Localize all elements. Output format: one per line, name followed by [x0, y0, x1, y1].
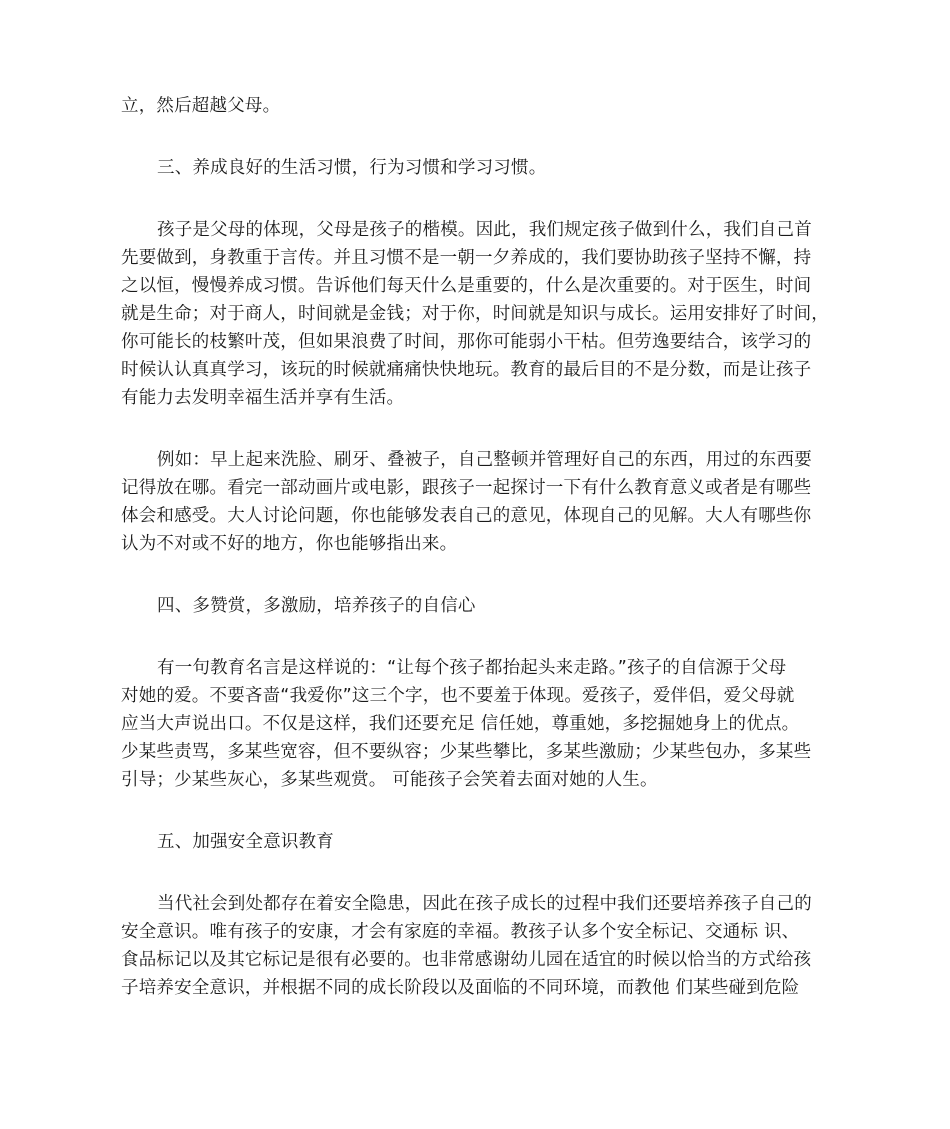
section-heading-three	[121, 154, 833, 182]
text-line: 有一句教育名言是这样说的：“让每个孩子都抬起头来走路。”孩子的自信源于父母	[157, 658, 787, 678]
text-line: 子培养安全意识，并根据不同的成长阶段以及面临的不同环境，而教他 们某些碰到危险	[121, 978, 800, 998]
text-line: 认为不对或不好的地方，你也能够指出来。	[121, 534, 458, 554]
text-line: 例如：早上起来洗脸、刷牙、叠被子，自己整顿并管理好自己的东西，用过的东西要	[157, 450, 812, 470]
text-line: 当代社会到处都存在着安全隐患，因此在孩子成长的过程中我们还要培养孩子自己的	[157, 894, 812, 914]
section-heading-four	[121, 592, 833, 620]
text-line: 引导；少某些灰心，多某些观赏。 可能孩子会笑着去面对她的人生。	[121, 770, 658, 790]
paragraph-confidence	[121, 654, 833, 794]
text-line: 就是生命；对于商人，时间就是金钱；对于你，时间就是知识与成长。运用安排好了时间，	[121, 304, 829, 324]
heading-line: 三、养成良好的生活习惯，行为习惯和学习习惯。	[157, 158, 547, 178]
text-line: 之以恒，慢慢养成习惯。告诉他们每天什么是重要的，什么是次重要的。对于医生，时间	[121, 276, 812, 296]
paragraph-example	[121, 446, 833, 558]
text-line: 先要做到，身教重于言传。并且习惯不是一朝一夕养成的，我们要协助孩子坚持不懈，持	[121, 248, 812, 268]
section-heading-five	[121, 828, 833, 856]
text-line: 有能力去发明幸福生活并享有生活。	[121, 388, 405, 408]
text-line: 应当大声说出口。不仅是这样，我们还要充足 信任她，尊重她，多挖掘她身上的优点。	[121, 714, 800, 734]
text-line: 你可能长的枝繁叶茂，但如果浪费了时间，那你可能弱小干枯。但劳逸要结合，该学习的	[121, 332, 812, 352]
paragraph-habits	[121, 216, 833, 412]
text-line: 体会和感受。大人讨论问题，你也能够发表自己的意见，体现自己的见解。大人有哪些你	[121, 506, 812, 526]
document-page	[121, 92, 833, 1002]
text-line: 时候认认真真学习，该玩的时候就痛痛快快地玩。教育的最后目的不是分数，而是让孩子	[121, 360, 812, 380]
text-line: 记得放在哪。看完一部动画片或电影，跟孩子一起探讨一下有什么教育意义或者是有哪些	[121, 478, 812, 498]
text-line: 食品标记以及其它标记是很有必要的。也非常感谢幼儿园在适宜的时候以恰当的方式给孩	[121, 950, 812, 970]
text-line: 立，然后超越父母。	[121, 96, 281, 116]
text-line: 安全意识。唯有孩子的安康，才会有家庭的幸福。教孩子认多个安全标记、交通标 识、	[121, 922, 800, 942]
text-line: 对她的爱。不要吝啬“我爱你”这三个字，也不要羞于体现。爱孩子，爱伴侣，爱父母就	[121, 686, 795, 706]
text-line: 少某些责骂，多某些宽容，但不要纵容；少某些攀比，多某些激励；少某些包办，多某些	[121, 742, 812, 762]
heading-line: 五、加强安全意识教育	[157, 832, 334, 852]
paragraph-continuation	[121, 92, 833, 120]
heading-line: 四、多赞赏，多激励，培养孩子的自信心	[157, 596, 476, 616]
paragraph-safety	[121, 890, 833, 1002]
text-line: 孩子是父母的体现，父母是孩子的楷模。因此，我们规定孩子做到什么，我们自己首	[157, 220, 812, 240]
